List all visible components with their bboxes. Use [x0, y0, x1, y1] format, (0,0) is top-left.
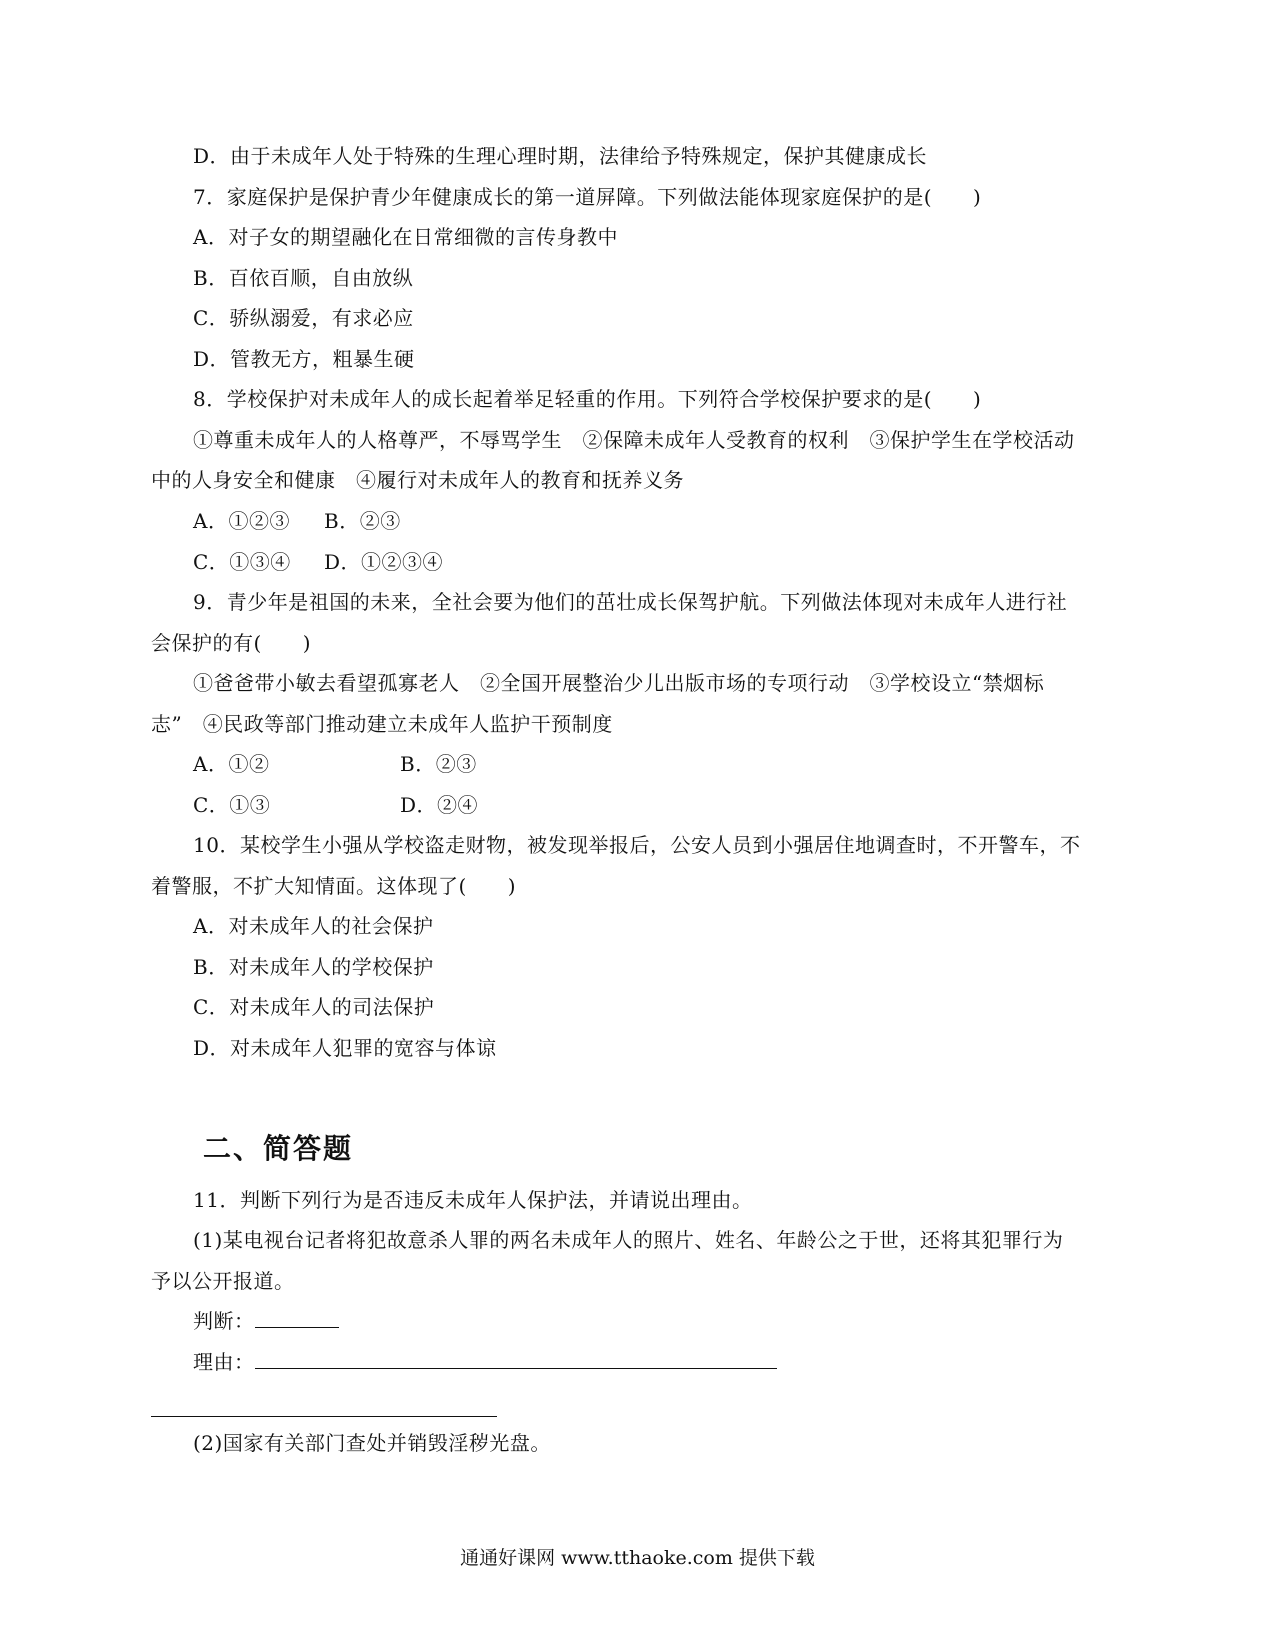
- q10-option-c: C．对未成年人的司法保护: [193, 995, 435, 1019]
- q9-items-line2: 志” ④民政等部门推动建立未成年人监护干预制度: [151, 712, 613, 736]
- judge-row: [193, 1307, 339, 1335]
- q6-option-d: D．由于未成年人处于特殊的生理心理时期，法律给予特殊规定，保护其健康成长: [193, 144, 928, 168]
- judge-answer-blank[interactable]: [255, 1307, 339, 1328]
- q8-stem: 8．学校保护对未成年人的成长起着举足轻重的作用。下列符合学校保护要求的是( ): [193, 387, 982, 411]
- q7-option-d: D．管教无方，粗暴生硬: [193, 347, 415, 371]
- q7-stem: 7．家庭保护是保护青少年健康成长的第一道屏障。下列做法能体现家庭保护的是( ): [193, 185, 982, 209]
- q11-sub1-line1: (1)某电视台记者将犯故意杀人罪的两名未成年人的照片、姓名、年龄公之于世，还将其犯罪行为: [193, 1228, 1064, 1252]
- judge-label: 判断：: [193, 1309, 255, 1333]
- reason-row: [193, 1348, 777, 1376]
- q10-option-a: A．对未成年人的社会保护: [193, 914, 434, 938]
- reason-answer-continuation-line[interactable]: [151, 1416, 497, 1417]
- q11-stem: 11．判断下列行为是否违反未成年人保护法，并请说出理由。: [193, 1188, 753, 1212]
- q9-option-a: A．①②: [193, 752, 270, 776]
- q8-items-line1: ①尊重未成年人的人格尊严，不辱骂学生 ②保障未成年人受教育的权利 ③保护学生在学校活动: [193, 428, 1075, 452]
- q11-sub1-line2: 予以公开报道。: [151, 1269, 295, 1293]
- q8-option-a: A．①②③: [193, 509, 290, 533]
- q9-stem-line1: 9．青少年是祖国的未来，全社会要为他们的茁壮成长保驾护航。下列做法体现对未成年人进行社: [193, 590, 1068, 614]
- q7-option-c: C．骄纵溺爱，有求必应: [193, 306, 414, 330]
- reason-label: 理由：: [193, 1350, 255, 1374]
- q9-option-c: C．①③: [193, 793, 271, 817]
- q11-sub2: (2)国家有关部门查处并销毁淫秽光盘。: [193, 1431, 551, 1455]
- q9-option-d: D．②④: [400, 793, 479, 817]
- q7-option-a: A．对子女的期望融化在日常细微的言传身教中: [193, 225, 618, 249]
- q8-items-line2: 中的人身安全和健康 ④履行对未成年人的教育和抚养义务: [151, 468, 684, 492]
- footer-text: 通通好课网 www.tthaoke.com 提供下载: [460, 1547, 815, 1569]
- q8-option-b: B．②③: [324, 509, 401, 533]
- q9-items-line1: ①爸爸带小敏去看望孤寡老人 ②全国开展整治少儿出版市场的专项行动 ③学校设立“禁烟标: [193, 671, 1045, 695]
- q10-option-d: D．对未成年人犯罪的宽容与体谅: [193, 1036, 497, 1060]
- q8-option-c: C．①③④: [193, 550, 291, 574]
- q8-option-d: D．①②③④: [324, 550, 444, 574]
- q10-stem-line2: 着警服，不扩大知情面。这体现了( ): [151, 874, 517, 898]
- reason-answer-blank[interactable]: [255, 1348, 777, 1369]
- q9-stem-line2: 会保护的有( ): [151, 631, 312, 655]
- q9-option-b: B．②③: [400, 752, 477, 776]
- q7-option-b: B．百依百顺，自由放纵: [193, 266, 414, 290]
- q10-option-b: B．对未成年人的学校保护: [193, 955, 434, 979]
- section-heading: 二、简答题: [203, 1132, 354, 1165]
- q10-stem-line1: 10．某校学生小强从学校盗走财物，被发现举报后，公安人员到小强居住地调查时，不开警车，不: [193, 833, 1081, 857]
